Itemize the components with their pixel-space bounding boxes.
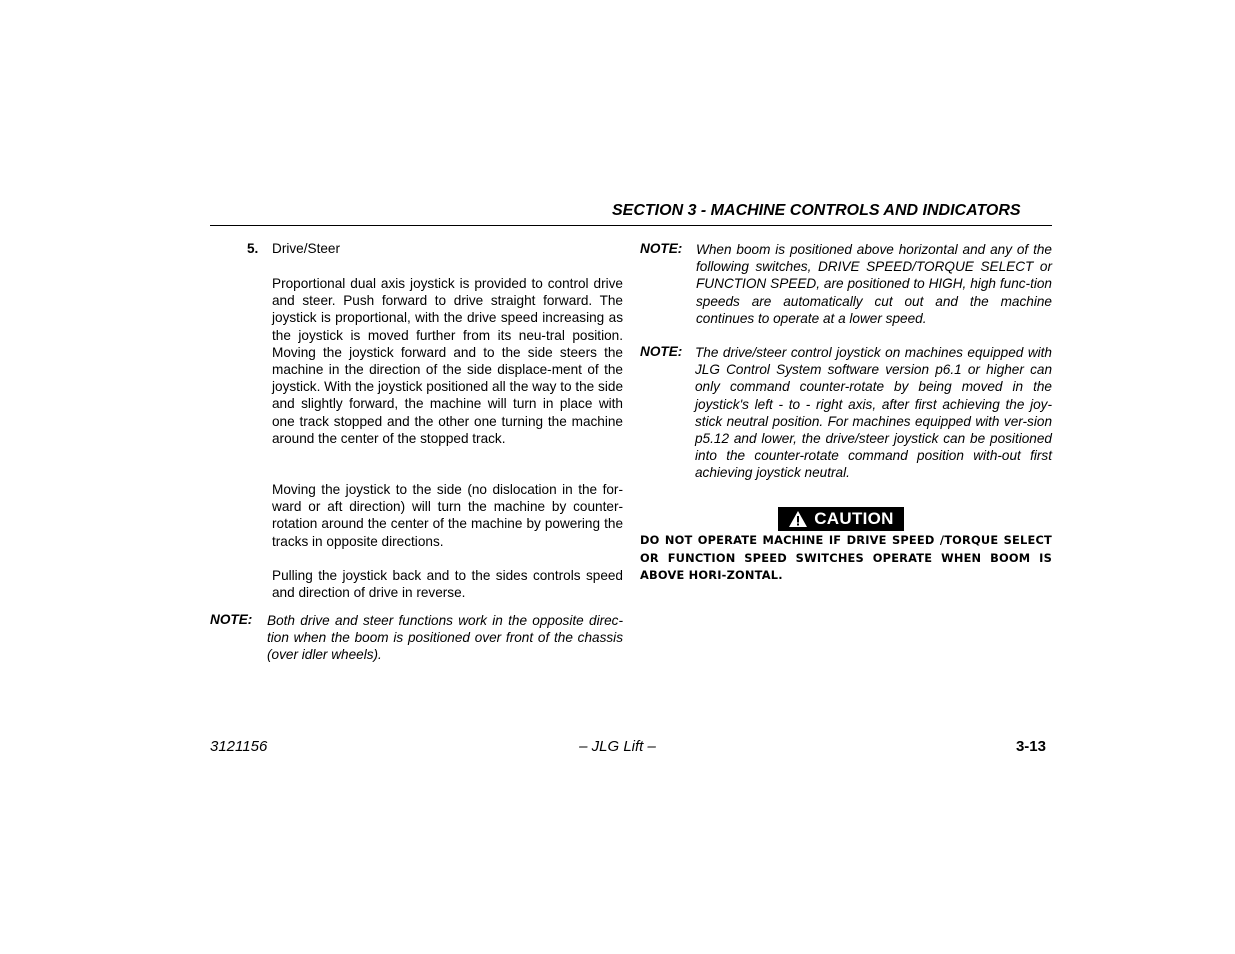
caution-text: DO NOT OPERATE MACHINE IF DRIVE SPEED /TORQUE SELECT OR FUNCTION SPEED SWITCHES OPERATE WHEN BOOM IS ABOVE HORI-ZONTAL. bbox=[640, 533, 1052, 583]
caution-label: CAUTION bbox=[814, 509, 894, 528]
document-number: 3121156 bbox=[210, 738, 268, 755]
paragraph-reverse: Pulling the joystick back and to the sides controls speed and direction of drive in reverse. bbox=[272, 568, 623, 601]
footer-brand: – JLG Lift – bbox=[579, 738, 656, 755]
item-title: Drive/Steer bbox=[272, 241, 340, 256]
note-label: NOTE: bbox=[210, 612, 253, 627]
warning-triangle-icon bbox=[788, 510, 808, 528]
page-number: 3-13 bbox=[1015, 738, 1046, 755]
note-label: NOTE: bbox=[640, 344, 683, 359]
note-text: The drive/steer control joystick on machines equipped with JLG Control System software version p6.1 or higher can only command counter-rotate by being moved in the joystick's left - to - right axis, after first achieving the joy-stick neutral position. For machines equipped with ver-sion p5.12 and lower, the drive/steer joystick can be positioned into the counter-rotate command position with-out first achieving joystick neutral. bbox=[695, 345, 1052, 481]
note-text: When boom is positioned above horizontal and any of the following switches, DRIVE SPEED/TORQUE SELECT or FUNCTION SPEED, are positioned to HIGH, high func-tion speeds are automatically cut out and the machine continues to operate at a lower speed. bbox=[696, 242, 1052, 326]
note-text: Both drive and steer functions work in the opposite direc-tion when the boom is positioned over front of the chassis (over idler wheels). bbox=[267, 613, 623, 663]
item-number: 5. bbox=[247, 241, 259, 256]
paragraph-counter-rotation: Moving the joystick to the side (no dislocation in the for-ward or aft direction) will turn the machine by counter-rotation around the center of the machine by powering the tracks in opposite directions. bbox=[272, 482, 623, 549]
paragraph-joystick-description: Proportional dual axis joystick is provided to control drive and steer. Push forward to drive straight forward. The joystick is proportional, with the drive speed increasing as the joystick is moved further from its neu-tral position. Moving the joystick forward and to the side steers the machine in the direction of the side displace-ment of the joystick. With the joystick positioned all the way to the side and slightly forward, the machine will turn in place with one track stopped and the other one turning the machine around the center of the stopped track. bbox=[272, 276, 623, 446]
caution-banner bbox=[778, 507, 904, 531]
section-title: SECTION 3 - MACHINE CONTROLS AND INDICATORS bbox=[612, 202, 1021, 219]
header-rule bbox=[210, 225, 1052, 226]
note-label: NOTE: bbox=[640, 241, 683, 256]
